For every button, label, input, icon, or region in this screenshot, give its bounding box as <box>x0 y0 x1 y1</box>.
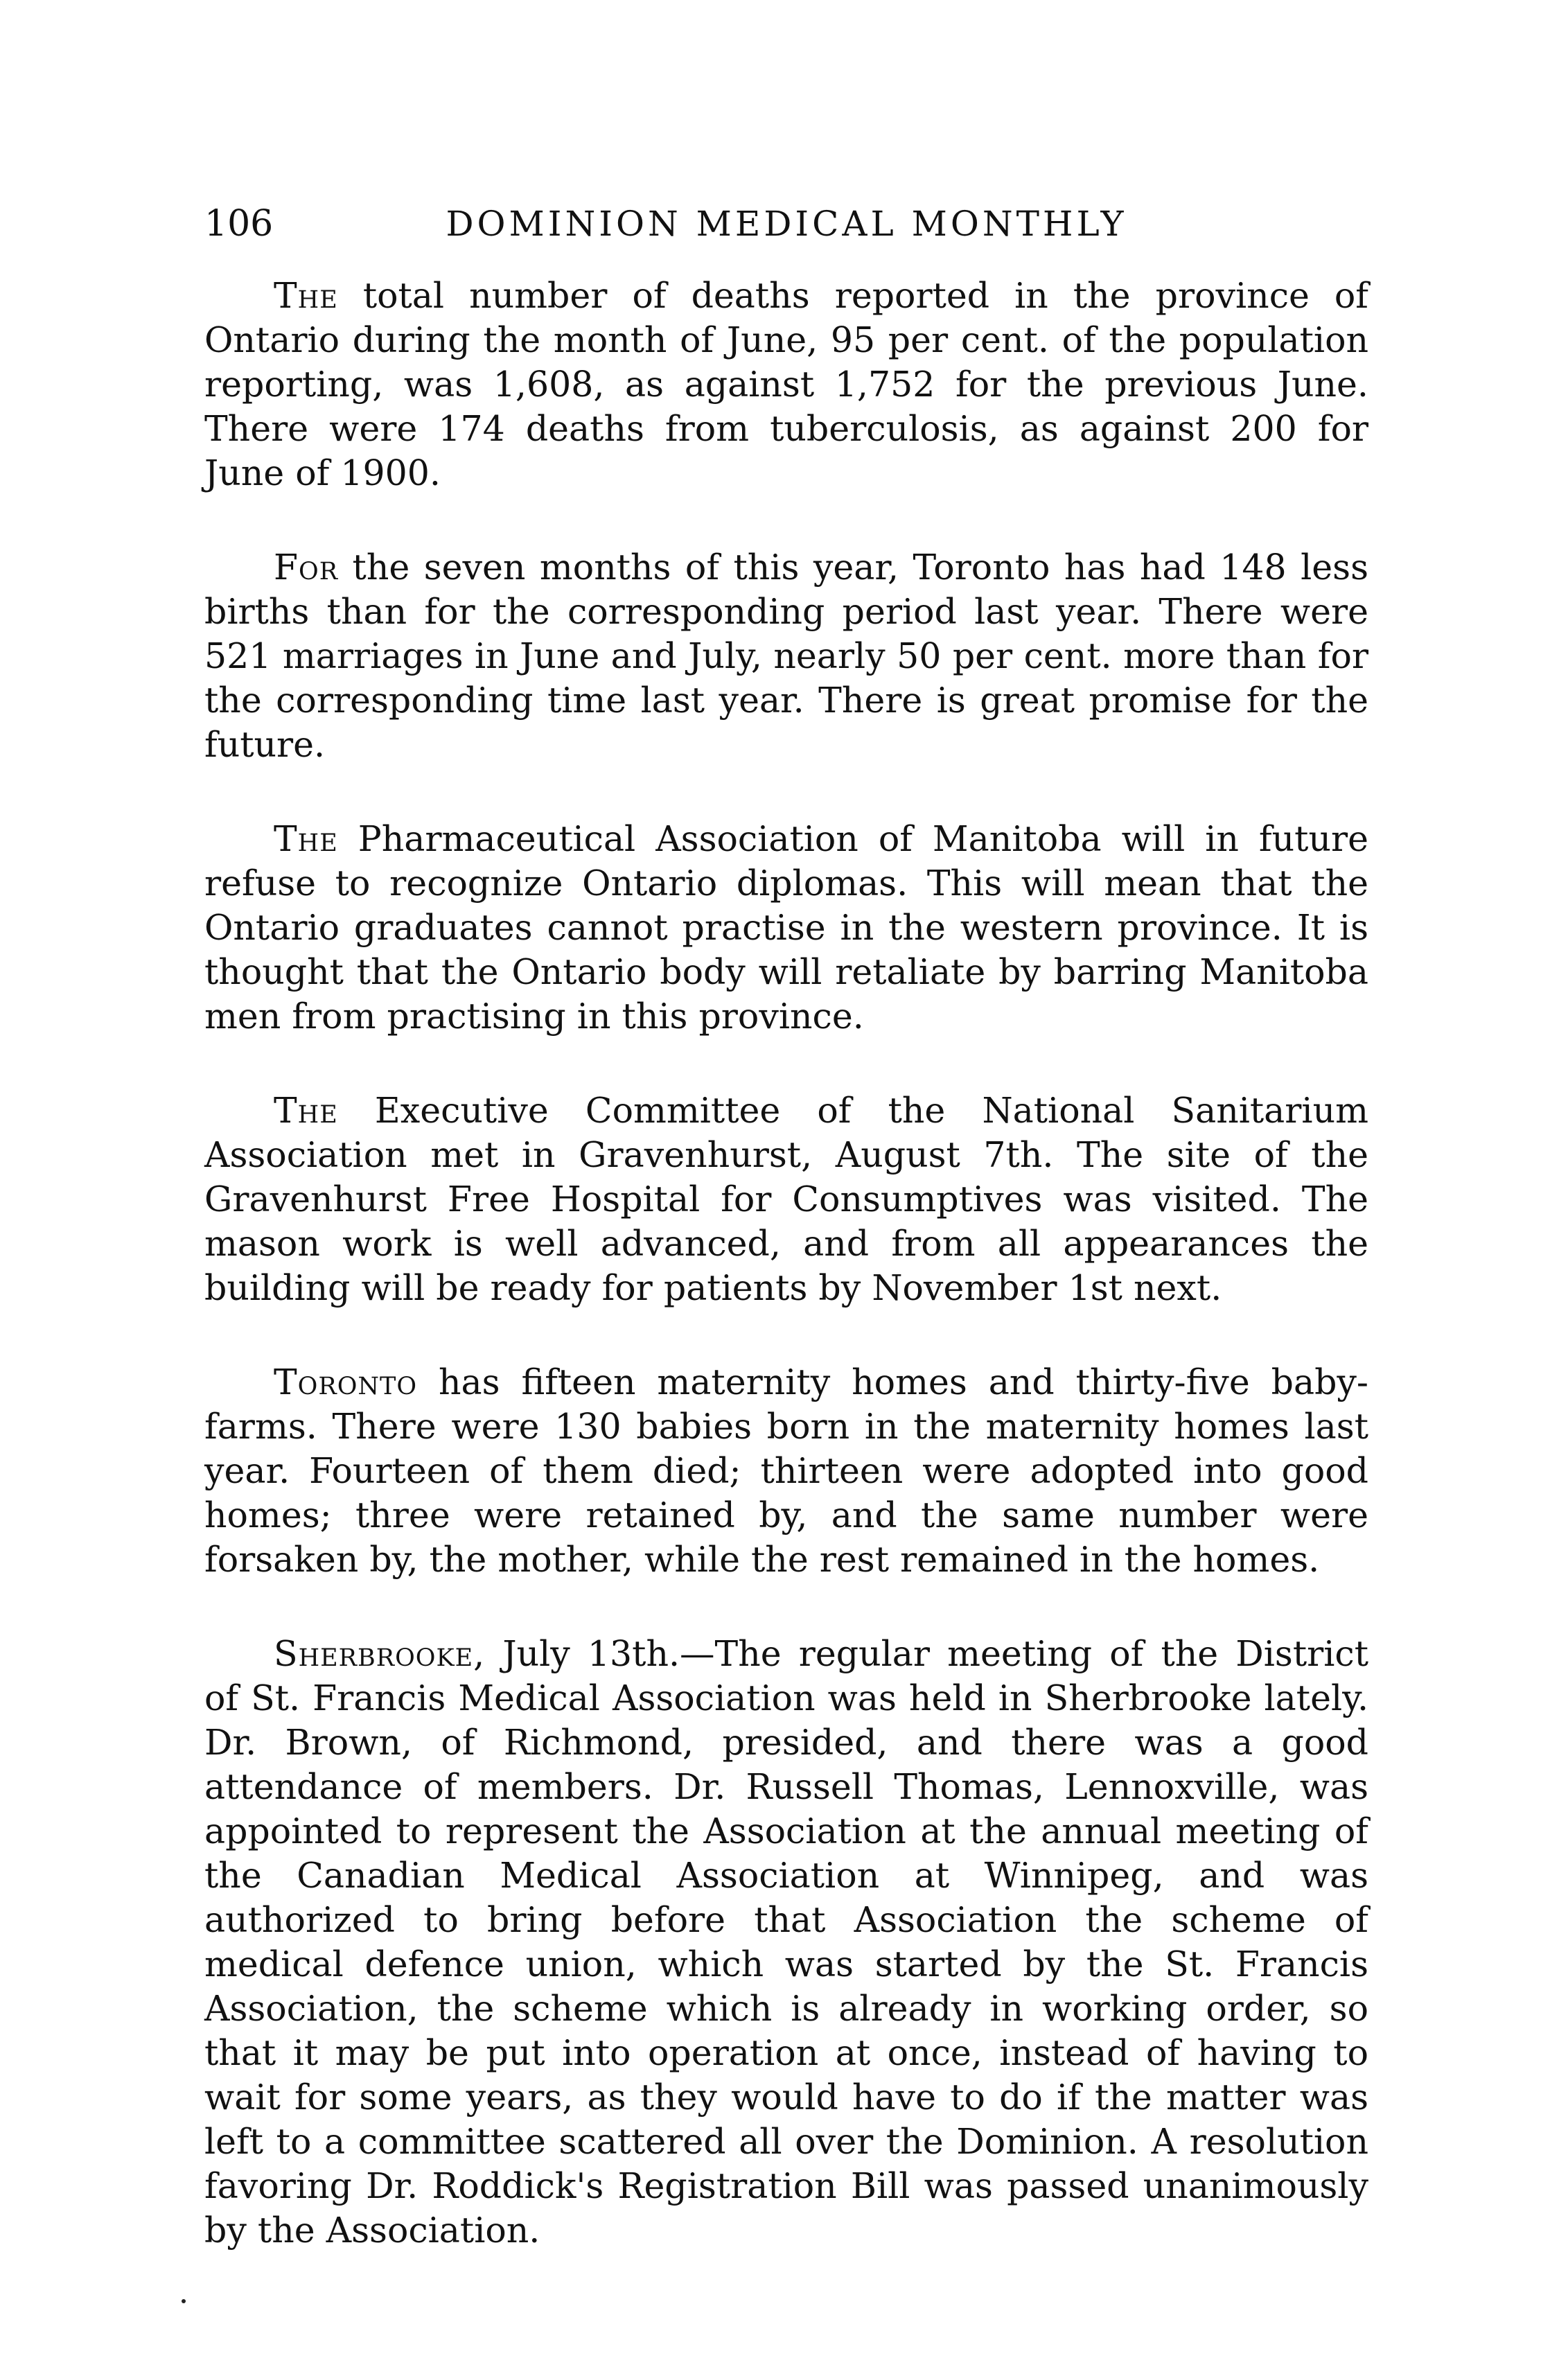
paragraph-lead: Toronto <box>274 1362 418 1402</box>
paragraph-text: the seven months of this year, Toronto has had 148 less births than for the corresponding period last year. There were 521 marriages in June and July, nearly 50 per cent. more than for the corresponding time last year. There is great promise for the future. <box>204 547 1368 765</box>
paragraph-text: July 13th.—The regular meeting of the District of St. Francis Medical Association was held in Sherbrooke lately. Dr. Brown, of Richmond, presided, and there was a good attendance of members. Dr. Russell Thomas, Lennoxville, was appointed to represent the Association at the annual meeting of the Canadian Medical Association at Winnipeg, and was authorized to bring before that Association the scheme of medical defence union, which was started by the St. Francis Association, the scheme which is already in working order, so that it may be put into operation at once, instead of having to wait for some years, as they would have to do if the matter was left to a committee scattered all over the Dominion. A resolution favoring Dr. Roddick's Registration Bill was passed unanimously by the Association. <box>204 1633 1368 2251</box>
paragraph-text: has fifteen maternity homes and thirty-five baby-farms. There were 130 babies born in the maternity homes last year. Fourteen of them died; thirteen were adopted into good homes; three were retained by, and the same number were forsaken by, the mother, while the rest remained in the homes. <box>204 1362 1368 1580</box>
paragraph-toronto-births <box>204 545 1368 767</box>
text-column <box>204 274 1368 2253</box>
journal-title: DOMINION MEDICAL MONTHLY <box>446 204 1127 244</box>
paragraph-text: total number of deaths reported in the province of Ontario during the month of June, 95 per cent. of the population reporting, was 1,608, as against 1,752 for the previous June. There were 174 deaths from tuberculosis, as against 200 for June of 1900. <box>204 275 1368 493</box>
paragraph-toronto-maternity <box>204 1360 1368 1582</box>
paragraph-sherbrooke-meeting <box>204 1632 1368 2253</box>
paragraph-sanitarium-association <box>204 1089 1368 1310</box>
paragraph-text: Executive Committee of the National Sanitarium Association met in Gravenhurst, August 7th. The site of the Gravenhurst Free Hospital for Consumptives was visited. The mason work is well advanced, and from all appearances the building will be ready for patients by November 1st next. <box>204 1090 1368 1308</box>
print-speck <box>182 2299 186 2303</box>
paragraph-ontario-deaths <box>204 274 1368 495</box>
paragraph-lead: The <box>274 818 338 859</box>
paragraph-lead: Sherbrooke, <box>274 1633 486 1674</box>
paragraph-text: Pharmaceutical Association of Manitoba will in future refuse to recognize Ontario diplomas. This will mean that the Ontario graduates cannot practise in the western province. It is thought that the Ontario body will retaliate by barring Manitoba men from practising in this province. <box>204 818 1368 1037</box>
paragraph-lead: For <box>274 547 339 588</box>
paragraph-lead: The <box>274 275 338 316</box>
page-number: 106 <box>204 203 274 245</box>
running-head <box>204 200 1368 248</box>
paragraph-lead: The <box>274 1090 338 1131</box>
paragraph-manitoba-pharmaceutical <box>204 817 1368 1039</box>
